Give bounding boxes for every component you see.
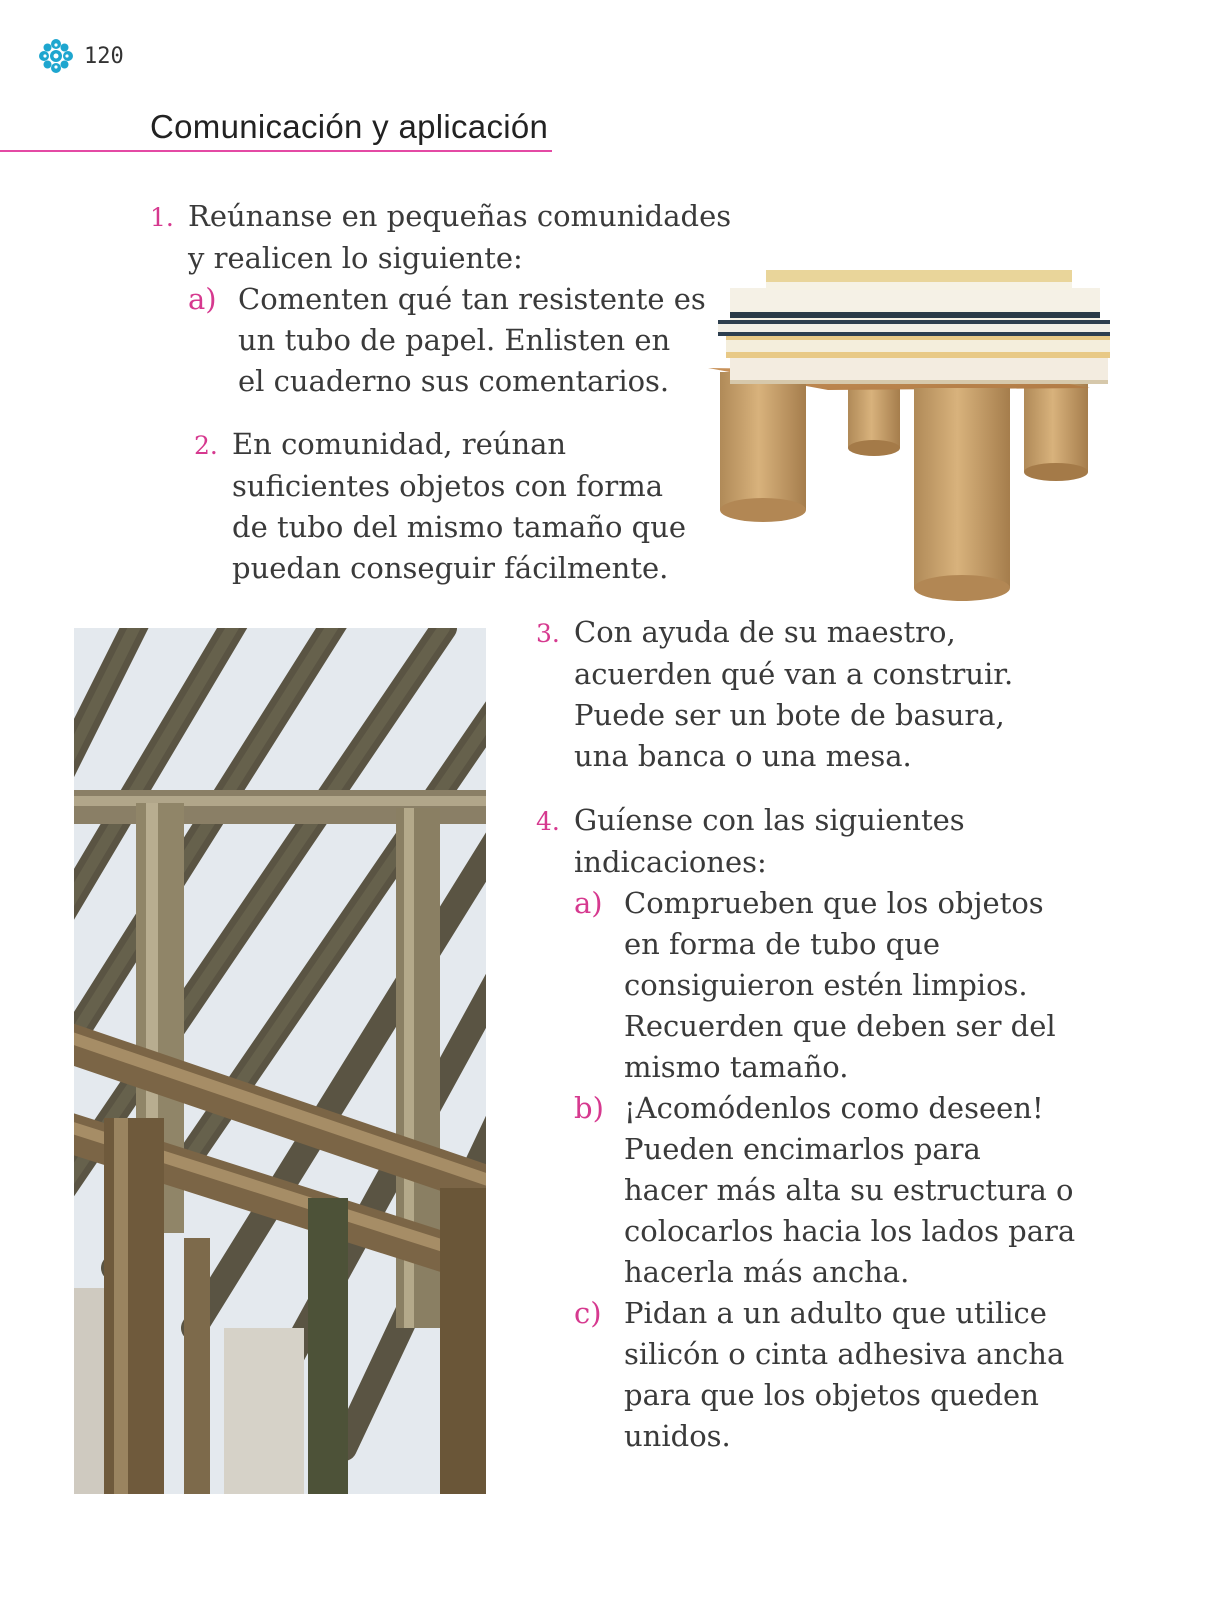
step-number: 3. — [536, 619, 560, 648]
step-text-line: de tubo del mismo tamaño que — [232, 510, 687, 544]
subitem-marker: c) — [574, 1296, 602, 1330]
subitem-text-line: Comprueben que los objetos — [624, 886, 1044, 920]
step-text-line: indicaciones: — [574, 845, 767, 879]
step-1 — [150, 196, 731, 402]
bamboo-structure-photo — [74, 628, 486, 1494]
section-title: Comunicación y aplicación — [150, 108, 549, 145]
step-text-line: acuerden qué van a construir. — [574, 657, 1014, 691]
page-header — [38, 38, 124, 74]
step-text-line: puedan conseguir fácilmente. — [232, 551, 669, 585]
tube-table-photo — [708, 262, 1124, 612]
subitem-marker: a) — [574, 886, 603, 920]
subitem-text-line: el cuaderno sus comentarios. — [238, 364, 670, 398]
step-text-line: Con ayuda de su maestro, — [574, 615, 956, 649]
subitem-text-line: en forma de tubo que — [624, 927, 941, 961]
subitem-marker: b) — [574, 1091, 604, 1125]
subitem-text-line: unidos. — [624, 1419, 731, 1453]
step-4 — [536, 800, 1075, 1457]
subitem-text-line: para que los objetos queden — [624, 1378, 1039, 1412]
page-number: 120 — [84, 43, 124, 69]
subitem-text-line: silicón o cinta adhesiva ancha — [624, 1337, 1065, 1371]
subitem-text-line: consiguieron estén limpios. — [624, 968, 1028, 1002]
step-text-line: y realicen lo siguiente: — [188, 241, 523, 275]
step-2 — [194, 424, 686, 589]
step-text-line: Guíense con las siguientes — [574, 803, 965, 837]
step-text-line: suficientes objetos con forma — [232, 469, 664, 503]
subitem-text-line: un tubo de papel. Enlisten en — [238, 323, 671, 357]
subitem-text-line: mismo tamaño. — [624, 1050, 849, 1084]
subitem-marker: a) — [188, 282, 217, 316]
subitem-text-line: hacerla más ancha. — [624, 1255, 910, 1289]
step-text-line: En comunidad, reúnan — [232, 427, 567, 461]
step-text-line: Puede ser un bote de basura, — [574, 698, 1005, 732]
step-number: 2. — [194, 431, 218, 460]
subitem-text-line: Comenten qué tan resistente es — [238, 282, 706, 316]
subitem-text-line: Recuerden que deben ser del — [624, 1009, 1056, 1043]
subitem-text-line: Pidan a un adulto que utilice — [624, 1296, 1047, 1330]
flower-ornament-icon — [38, 38, 74, 74]
step-3 — [536, 612, 1013, 777]
step-number: 4. — [536, 807, 560, 836]
title-underline — [0, 150, 552, 152]
subitem-text-line: Pueden encimarlos para — [624, 1132, 981, 1166]
subitem-text-line: colocarlos hacia los lados para — [624, 1214, 1076, 1248]
subitem-text-line: ¡Acomódenlos como deseen! — [624, 1091, 1044, 1125]
subitem-text-line: hacer más alta su estructura o — [624, 1173, 1074, 1207]
step-text-line: una banca o una mesa. — [574, 739, 912, 773]
step-number: 1. — [150, 203, 174, 232]
step-text-line: Reúnanse en pequeñas comunidades — [188, 199, 732, 233]
